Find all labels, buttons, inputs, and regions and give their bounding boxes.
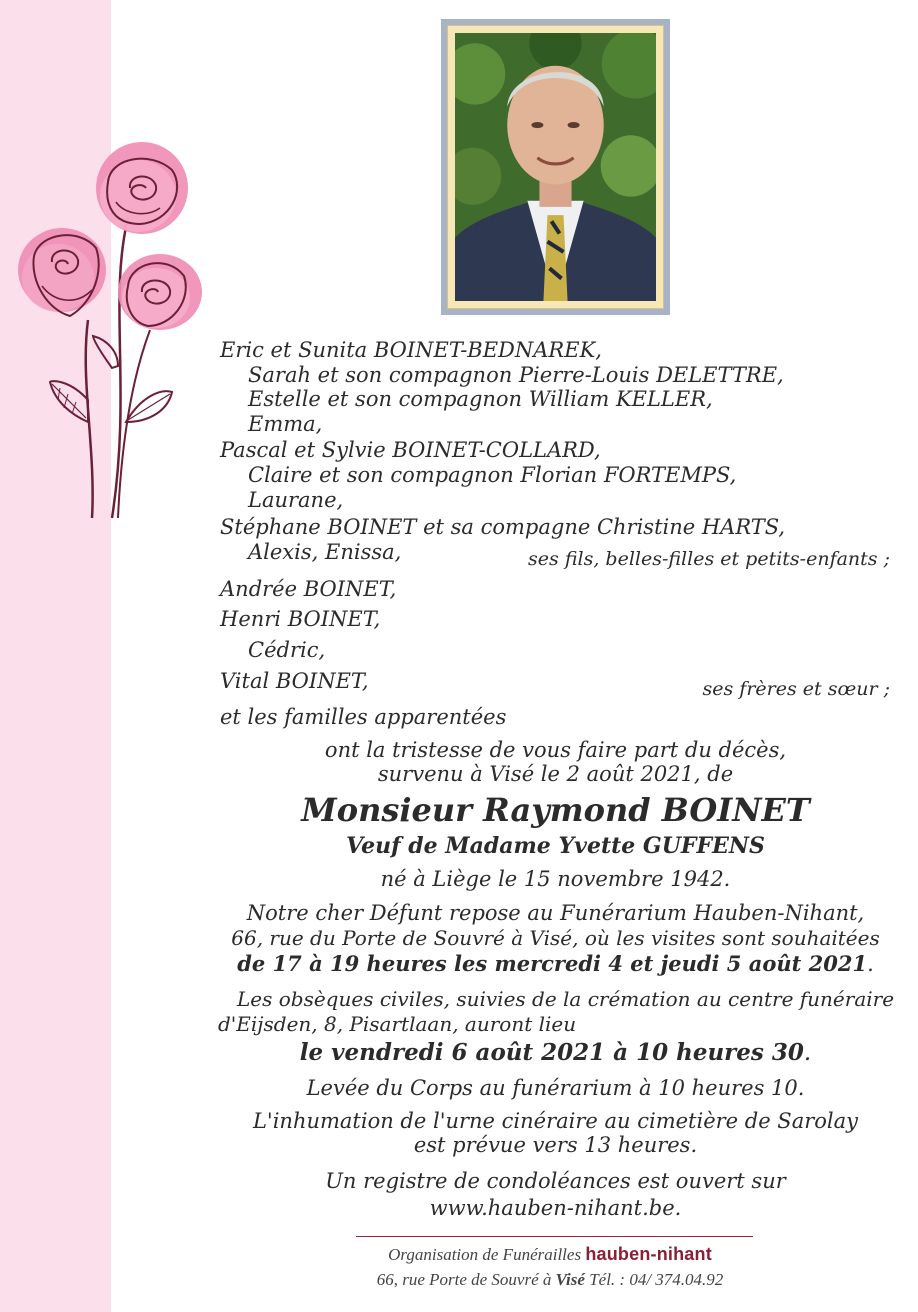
registre-url[interactable]: www.hauben-nihant.be. — [429, 1196, 682, 1220]
ceremony-date — [213, 1037, 898, 1069]
family-line: Eric et Sunita BOINET-BEDNAREK, — [220, 338, 602, 362]
obseques-line: Les obsèques civiles, suivies de la crémation au centre funéraire — [237, 987, 895, 1011]
family-line: Stéphane BOINET et sa compagne Christine HARTS, — [220, 515, 786, 539]
portrait-frame — [441, 19, 670, 315]
family-line: Henri BOINET, — [220, 607, 381, 631]
registre-line: Un registre de condoléances est ouvert sur — [325, 1169, 786, 1193]
family-line: Claire et son compagnon Florian FORTEMPS, — [248, 463, 737, 487]
family-line: Estelle et son compagnon William KELLER, — [248, 387, 713, 411]
ceremony-date-text: le vendredi 6 août 2021 à 10 heures 30 — [299, 1039, 804, 1066]
footer-divider — [356, 1236, 753, 1237]
repose-line: Notre cher Défunt repose au Funérarium Hauben-Nihant, — [246, 901, 865, 925]
portrait-photo — [455, 33, 656, 301]
family-line: Alexis, Enissa, — [248, 540, 402, 564]
family-line: Sarah et son compagnon Pierre-Louis DELETTRE, — [248, 363, 784, 387]
relation-label: ses fils, belles-filles et petits-enfants ; — [528, 548, 890, 570]
inhumation-line: L'inhumation de l'urne cinéraire au cimetière de Sarolay — [252, 1109, 858, 1133]
spouse-line: Veuf de Madame Yvette GUFFENS — [346, 833, 765, 859]
announcement-line: survenu à Visé le 2 août 2021, de — [377, 762, 734, 786]
portrait-mat — [447, 25, 664, 309]
visit-hours — [213, 950, 898, 978]
levee-line: Levée du Corps au funérarium à 10 heures 10. — [306, 1076, 805, 1100]
phone-text: Tél. : 04/ 374.04.92 — [589, 1270, 724, 1289]
family-line: Pascal et Sylvie BOINET-COLLARD, — [220, 438, 601, 462]
brand-logo: hauben-nihant — [585, 1244, 712, 1264]
inhumation-line: est prévue vers 13 heures. — [413, 1133, 698, 1157]
visit-hours-text: de 17 à 19 heures les mercredi 4 et jeudi 5 août 2021 — [237, 951, 868, 976]
family-line: Andrée BOINET, — [220, 577, 397, 601]
family-line: Emma, — [248, 412, 323, 436]
relation-label: ses frères et sœur ; — [702, 678, 890, 700]
announcement-line: ont la tristesse de vous faire part du décès, — [324, 738, 787, 762]
family-line: Cédric, — [248, 638, 326, 662]
visit-period: . — [867, 952, 874, 976]
family-line: Laurane, — [248, 488, 344, 512]
address-text: 66, rue Porte de Souvré à — [376, 1270, 552, 1289]
footer-organisation — [270, 1244, 830, 1265]
footer-address — [270, 1270, 830, 1290]
organisation-label: Organisation de Funérailles — [388, 1245, 582, 1264]
birth-line: né à Liège le 15 novembre 1942. — [380, 867, 731, 891]
address-city: Visé — [555, 1270, 585, 1289]
family-line: Vital BOINET, — [220, 669, 369, 693]
family-line: et les familles apparentées — [220, 705, 507, 729]
ceremony-period: . — [803, 1040, 812, 1066]
repose-line: 66, rue du Porte de Souvré à Visé, où les visites sont souhaitées — [231, 926, 880, 950]
deceased-name: Monsieur Raymond BOINET — [301, 791, 810, 829]
obseques-line: d'Eijsden, 8, Pisartlaan, auront lieu — [218, 1012, 577, 1036]
roses-illustration — [0, 130, 215, 530]
